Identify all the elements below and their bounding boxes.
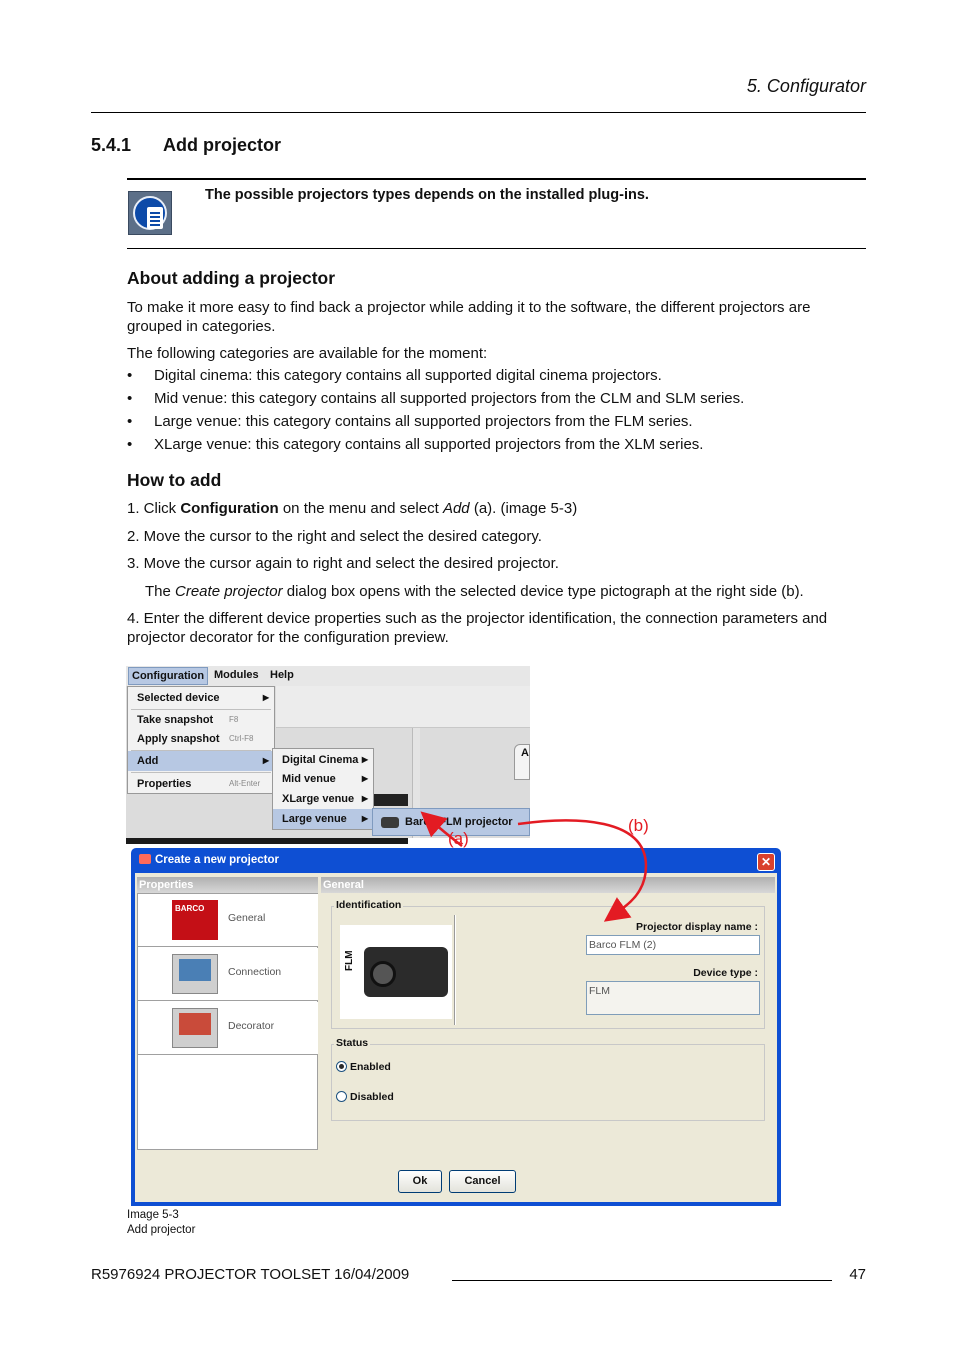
- note-top-rule: [127, 178, 866, 180]
- cancel-button[interactable]: Cancel: [449, 1170, 516, 1193]
- menu-item-add[interactable]: Add ▶: [128, 751, 274, 771]
- section-title-text: Add projector: [163, 135, 282, 155]
- figure-add-projector: [126, 666, 781, 1206]
- close-icon[interactable]: ✕: [757, 853, 775, 871]
- chapter-header: 5. Configurator: [746, 76, 866, 96]
- header-rule: [91, 112, 866, 113]
- status-group: Status Enabled Disabled: [331, 1044, 765, 1121]
- identification-group: Identification FLM Projector display name : Barco FLM (2) Device type : FLM: [331, 906, 765, 1029]
- display-name-input[interactable]: Barco FLM (2): [586, 935, 760, 955]
- step-1: 1. Click Configuration on the menu and select Add (a). (image 5-3): [127, 500, 578, 517]
- nav-decorator[interactable]: Decorator: [138, 1002, 318, 1055]
- footer-text: R5976924 PROJECTOR TOOLSET 16/04/2009: [91, 1266, 410, 1283]
- menu-item-mid-venue[interactable]: Mid venue ▶: [282, 773, 368, 785]
- page-number: 47: [849, 1266, 866, 1283]
- menu-item-barco-flm-projector[interactable]: Barco FLM projector: [372, 808, 530, 836]
- device-type-pictograph: FLM: [340, 925, 452, 1019]
- arrow-b: [518, 820, 646, 916]
- properties-panel-header: Properties: [137, 877, 318, 893]
- caption-number: Image 5-3: [127, 1209, 179, 1221]
- nav-general[interactable]: BARCO General: [138, 894, 318, 947]
- step-3-detail: The Create projector dialog box opens with the selected device type pictograph at the right side (b).: [145, 583, 804, 600]
- caption-title: Add projector: [127, 1224, 196, 1236]
- menu-item-xlarge-venue[interactable]: XLarge venue ▶: [282, 793, 368, 805]
- ok-button[interactable]: Ok: [398, 1170, 442, 1193]
- about-paragraph-1: To make it more easy to find back a projector while adding it to the software, the different projectors are grouped in categories.: [127, 299, 811, 335]
- device-type-field: FLM: [586, 981, 760, 1015]
- menu-item-properties[interactable]: Properties Alt-Enter: [137, 778, 261, 790]
- menu-item-apply-snapshot[interactable]: Apply snapshot Ctrl-F8: [137, 733, 254, 745]
- step-4: 4. Enter the different device properties such as the projector identification, the connection parameters and projector decorator for the configuration preview.: [127, 610, 828, 646]
- barco-logo-icon: BARCO: [172, 900, 218, 940]
- menu-modules[interactable]: Modules: [214, 669, 259, 681]
- note-text: The possible projectors types depends on the installed plug-ins.: [205, 187, 649, 203]
- menu-item-large-venue[interactable]: Large venue ▶: [273, 809, 373, 829]
- menu-help[interactable]: Help: [270, 669, 294, 681]
- tab-stub[interactable]: A: [514, 744, 530, 780]
- section-number: 5.4.1: [91, 135, 132, 155]
- about-heading: About adding a projector: [127, 268, 336, 288]
- note-document-icon: [128, 191, 172, 235]
- note-bottom-rule: [127, 248, 866, 249]
- footer-rule: [452, 1280, 832, 1281]
- menu-item-take-snapshot[interactable]: Take snapshot F8: [137, 714, 239, 726]
- step-2: 2. Move the cursor to the right and select the desired category.: [127, 528, 542, 545]
- nav-connection[interactable]: Connection: [138, 948, 318, 1001]
- annotation-label-a: (a): [448, 829, 469, 848]
- dialog-title: Create a new projector: [139, 854, 279, 872]
- annotation-arrows: [126, 666, 781, 1206]
- disabled-radio[interactable]: Disabled: [336, 1091, 394, 1103]
- menu-item-selected-device[interactable]: Selected device ▶: [137, 692, 269, 704]
- display-name-label: Projector display name :: [636, 921, 758, 933]
- device-type-label: Device type :: [693, 967, 758, 979]
- annotation-label-b: (b): [628, 816, 649, 835]
- menu-configuration[interactable]: Configuration: [128, 667, 208, 685]
- about-paragraph-2: The following categories are available for the moment:: [127, 345, 488, 362]
- enabled-radio[interactable]: Enabled: [336, 1061, 391, 1073]
- step-3: 3. Move the cursor again to right and select the desired projector.: [127, 555, 559, 572]
- howto-heading: How to add: [127, 470, 222, 490]
- general-panel-header: General: [321, 877, 775, 893]
- section-title: [91, 135, 281, 156]
- menu-item-digital-cinema[interactable]: Digital Cinema ▶: [282, 754, 368, 766]
